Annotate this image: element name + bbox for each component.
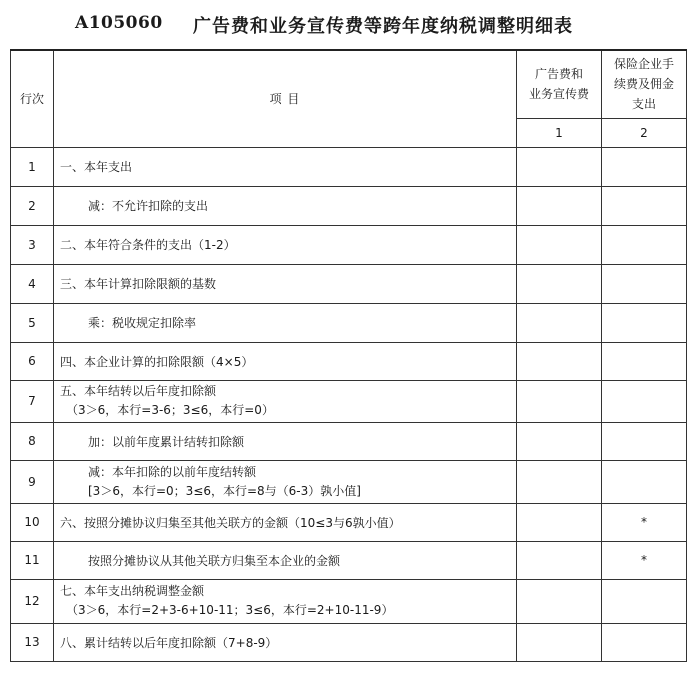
row-col2: * [602, 503, 687, 541]
row-col1[interactable] [517, 225, 602, 264]
row-item-line2: [3＞6，本行=0；3≤6，本行=8与（6-3）孰小值] [88, 483, 361, 498]
col-header-item: 项 目 [54, 50, 517, 147]
row-item: 三、本年计算扣除限额的基数 [54, 264, 517, 303]
row-col1[interactable] [517, 579, 602, 623]
adjustment-table [10, 49, 687, 662]
row-col1[interactable] [517, 460, 602, 503]
col-header-insurance [602, 50, 687, 118]
table-row [11, 541, 687, 579]
row-col1[interactable] [517, 623, 602, 661]
col2-number: 2 [602, 118, 687, 147]
row-col2[interactable] [602, 342, 687, 380]
row-col1[interactable] [517, 380, 602, 422]
row-no: 3 [11, 225, 54, 264]
row-no: 13 [11, 623, 54, 661]
row-item-line2: （3＞6，本行=3-6；3≤6，本行=0） [66, 403, 274, 417]
table-row [11, 303, 687, 342]
row-no: 11 [11, 541, 54, 579]
row-no: 9 [11, 460, 54, 503]
col1-line2: 业务宣传费 [528, 87, 589, 102]
form-header [0, 0, 695, 50]
table-row [11, 623, 687, 661]
row-col1[interactable] [517, 541, 602, 579]
row-item: 减：不允许扣除的支出 [54, 186, 517, 225]
form-code: A105060 [75, 13, 163, 33]
row-col2[interactable] [602, 460, 687, 503]
col2-line1: 保险企业手 [613, 57, 674, 72]
row-no: 6 [11, 342, 54, 380]
row-col1[interactable] [517, 186, 602, 225]
row-item-line2: （3＞6，本行=2+3-6+10-11；3≤6，本行=2+10-11-9） [66, 603, 394, 617]
row-no: 10 [11, 503, 54, 541]
row-no: 2 [11, 186, 54, 225]
row-col2[interactable] [602, 579, 687, 623]
row-item-line1: 减：本年扣除的以前年度结转额 [88, 464, 257, 479]
row-col2: * [602, 541, 687, 579]
header-row [11, 50, 687, 118]
row-item: 六、按照分摊协议归集至其他关联方的金额（10≤3与6孰小值） [54, 503, 517, 541]
col2-line2: 续费及佣金 [613, 77, 674, 92]
row-item-line1: 七、本年支出纳税调整金额 [60, 584, 205, 598]
table-row [11, 422, 687, 460]
table-row [11, 225, 687, 264]
row-col2[interactable] [602, 264, 687, 303]
row-no: 7 [11, 380, 54, 422]
row-col2[interactable] [602, 147, 687, 186]
row-item [54, 380, 517, 422]
row-no: 12 [11, 579, 54, 623]
table-row [11, 147, 687, 186]
col1-number: 1 [517, 118, 602, 147]
row-col1[interactable] [517, 303, 602, 342]
row-col2[interactable] [602, 303, 687, 342]
table-row [11, 503, 687, 541]
row-col2[interactable] [602, 623, 687, 661]
row-col2[interactable] [602, 422, 687, 460]
row-col1[interactable] [517, 342, 602, 380]
row-item: 二、本年符合条件的支出（1-2） [54, 225, 517, 264]
table-row [11, 579, 687, 623]
col-header-row-no: 行次 [11, 50, 54, 147]
row-item: 八、累计结转以后年度扣除额（7+8-9） [54, 623, 517, 661]
row-no: 1 [11, 147, 54, 186]
table-row [11, 264, 687, 303]
row-item: 加：以前年度累计结转扣除额 [54, 422, 517, 460]
row-col1[interactable] [517, 147, 602, 186]
row-col2[interactable] [602, 380, 687, 422]
row-col1[interactable] [517, 264, 602, 303]
row-no: 5 [11, 303, 54, 342]
table-row [11, 342, 687, 380]
table-row [11, 186, 687, 225]
row-item-line1: 五、本年结转以后年度扣除额 [60, 384, 217, 398]
row-item: 四、本企业计算的扣除限额（4×5） [54, 342, 517, 380]
col1-line1: 广告费和 [534, 67, 583, 82]
col2-line3: 支出 [631, 97, 656, 112]
row-no: 8 [11, 422, 54, 460]
row-item [54, 460, 517, 503]
row-item [54, 579, 517, 623]
row-col2[interactable] [602, 186, 687, 225]
row-no: 4 [11, 264, 54, 303]
row-col2[interactable] [602, 225, 687, 264]
form-title: 广告费和业务宣传费等跨年度纳税调整明细表 [193, 16, 573, 37]
table-row [11, 460, 687, 503]
row-item: 一、本年支出 [54, 147, 517, 186]
table-row [11, 380, 687, 422]
row-item: 乘：税收规定扣除率 [54, 303, 517, 342]
row-col1[interactable] [517, 503, 602, 541]
row-col1[interactable] [517, 422, 602, 460]
row-item: 按照分摊协议从其他关联方归集至本企业的金额 [54, 541, 517, 579]
col-header-advertising [517, 50, 602, 118]
